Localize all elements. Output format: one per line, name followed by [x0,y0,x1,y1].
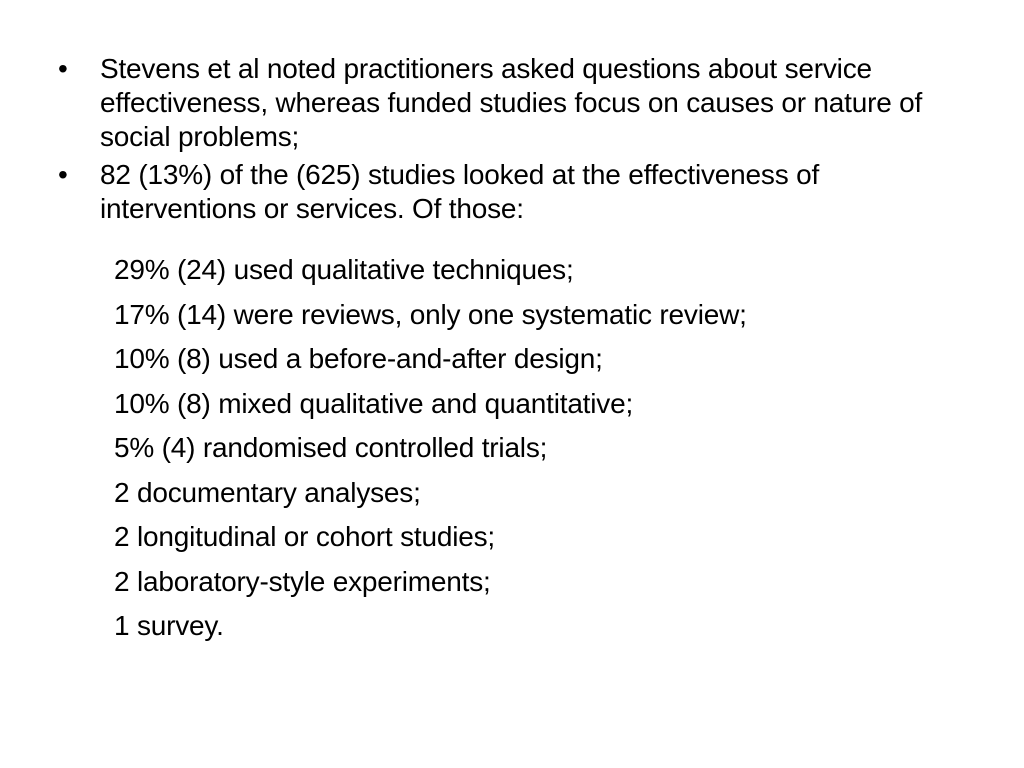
bullet-marker: • [58,159,68,190]
list-item: 17% (14) were reviews, only one systematic review; [114,298,747,330]
list-item: 29% (24) used qualitative techniques; [114,254,574,285]
bullet-text: Stevens et al noted practitioners asked questions about service effectiveness, whereas funded studies focus on causes or nature of social problems; [100,53,923,152]
list-item: 1 survey. [114,610,224,641]
list-item: 10% (8) mixed qualitative and quantitative; [114,387,634,419]
list-item: 5% (4) randomised controlled trials; [114,432,548,463]
bullet-item [58,158,958,226]
bullet-text: 82 (13%) of the (625) studies looked at the effectiveness of interventions or services. Of those: [100,159,820,224]
bullet-marker: • [58,53,68,84]
study-breakdown-list [114,248,974,649]
list-item: 2 longitudinal or cohort studies; [114,521,495,552]
list-item: 2 laboratory-style experiments; [114,565,491,597]
bullet-list [58,52,958,230]
list-item: 10% (8) used a before-and-after design; [114,343,603,374]
list-item: 2 documentary analyses; [114,476,421,508]
bullet-item [58,52,958,154]
